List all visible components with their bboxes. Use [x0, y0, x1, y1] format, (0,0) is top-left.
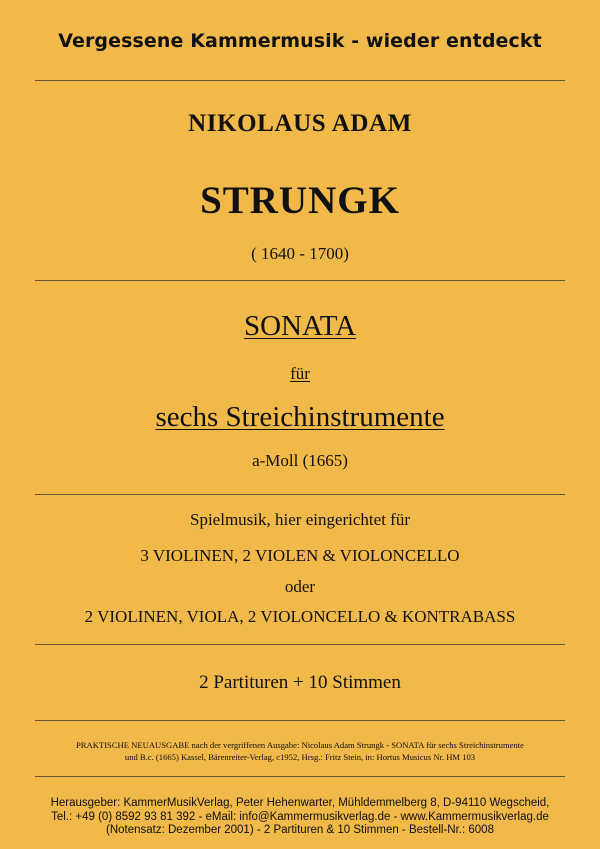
edition-note: [0, 739, 600, 763]
series-title: Vergessene Kammermusik - wieder entdeckt: [58, 30, 542, 52]
divider-5: [35, 720, 565, 721]
contents-summary: 2 Partituren + 10 Stimmen: [199, 672, 401, 693]
composer-dates: ( 1640 - 1700): [251, 244, 349, 263]
composer-last-name: STRUNGK: [200, 179, 400, 222]
composer-first-names: NIKOLAUS ADAM: [188, 110, 412, 137]
divider-6: [35, 776, 565, 777]
arrangement-oder: oder: [284, 577, 316, 596]
arrangement-scoring-1: 3 VIOLINEN, 2 VIOLEN & VIOLONCELLO: [140, 546, 460, 565]
edition-note-line-1: PRAKTISCHE NEUAUSGABE nach der vergriffenen Ausgabe: Nicolaus Adam Strungk - SONATA für sechs Streichinstrumente: [76, 740, 524, 750]
arrangement-scoring-2: 2 VIOLINEN, VIOLA, 2 VIOLONCELLO & KONTRABASS: [84, 607, 516, 626]
work-title: SONATA: [243, 310, 357, 342]
work-fuer: für: [290, 364, 310, 383]
arrangement-intro: Spielmusik, hier eingerichtet für: [190, 510, 410, 529]
work-key-year: a-Moll (1665): [252, 451, 348, 470]
divider-4: [35, 644, 565, 645]
publisher-line-1: Herausgeber: KammerMusikVerlag, Peter Hehenwarter, Mühldemmelberg 8, D-94110 Wegscheid,: [50, 797, 550, 809]
publisher-line-3: (Notensatz: Dezember 2001) - 2 Partituren & 10 Stimmen - Bestell-Nr.: 6008: [106, 824, 494, 836]
divider-2: [35, 280, 565, 281]
publisher-line-2: Tel.: +49 (0) 8592 93 81 392 - eMail: info@Kammermusikverlag.de - www.Kammermusikverlag.de: [51, 810, 549, 823]
divider-1: [35, 80, 565, 81]
edition-note-line-2: und B.c. (1665) Kassel, Bärenreiter-Verlag, c1952, Hrsg.: Fritz Stein, in: Hortus Musicus Nr. HM 103: [124, 752, 476, 762]
publisher-info: [0, 797, 600, 838]
work-instruments: sechs Streichinstrumente: [155, 401, 445, 433]
divider-3: [35, 494, 565, 495]
